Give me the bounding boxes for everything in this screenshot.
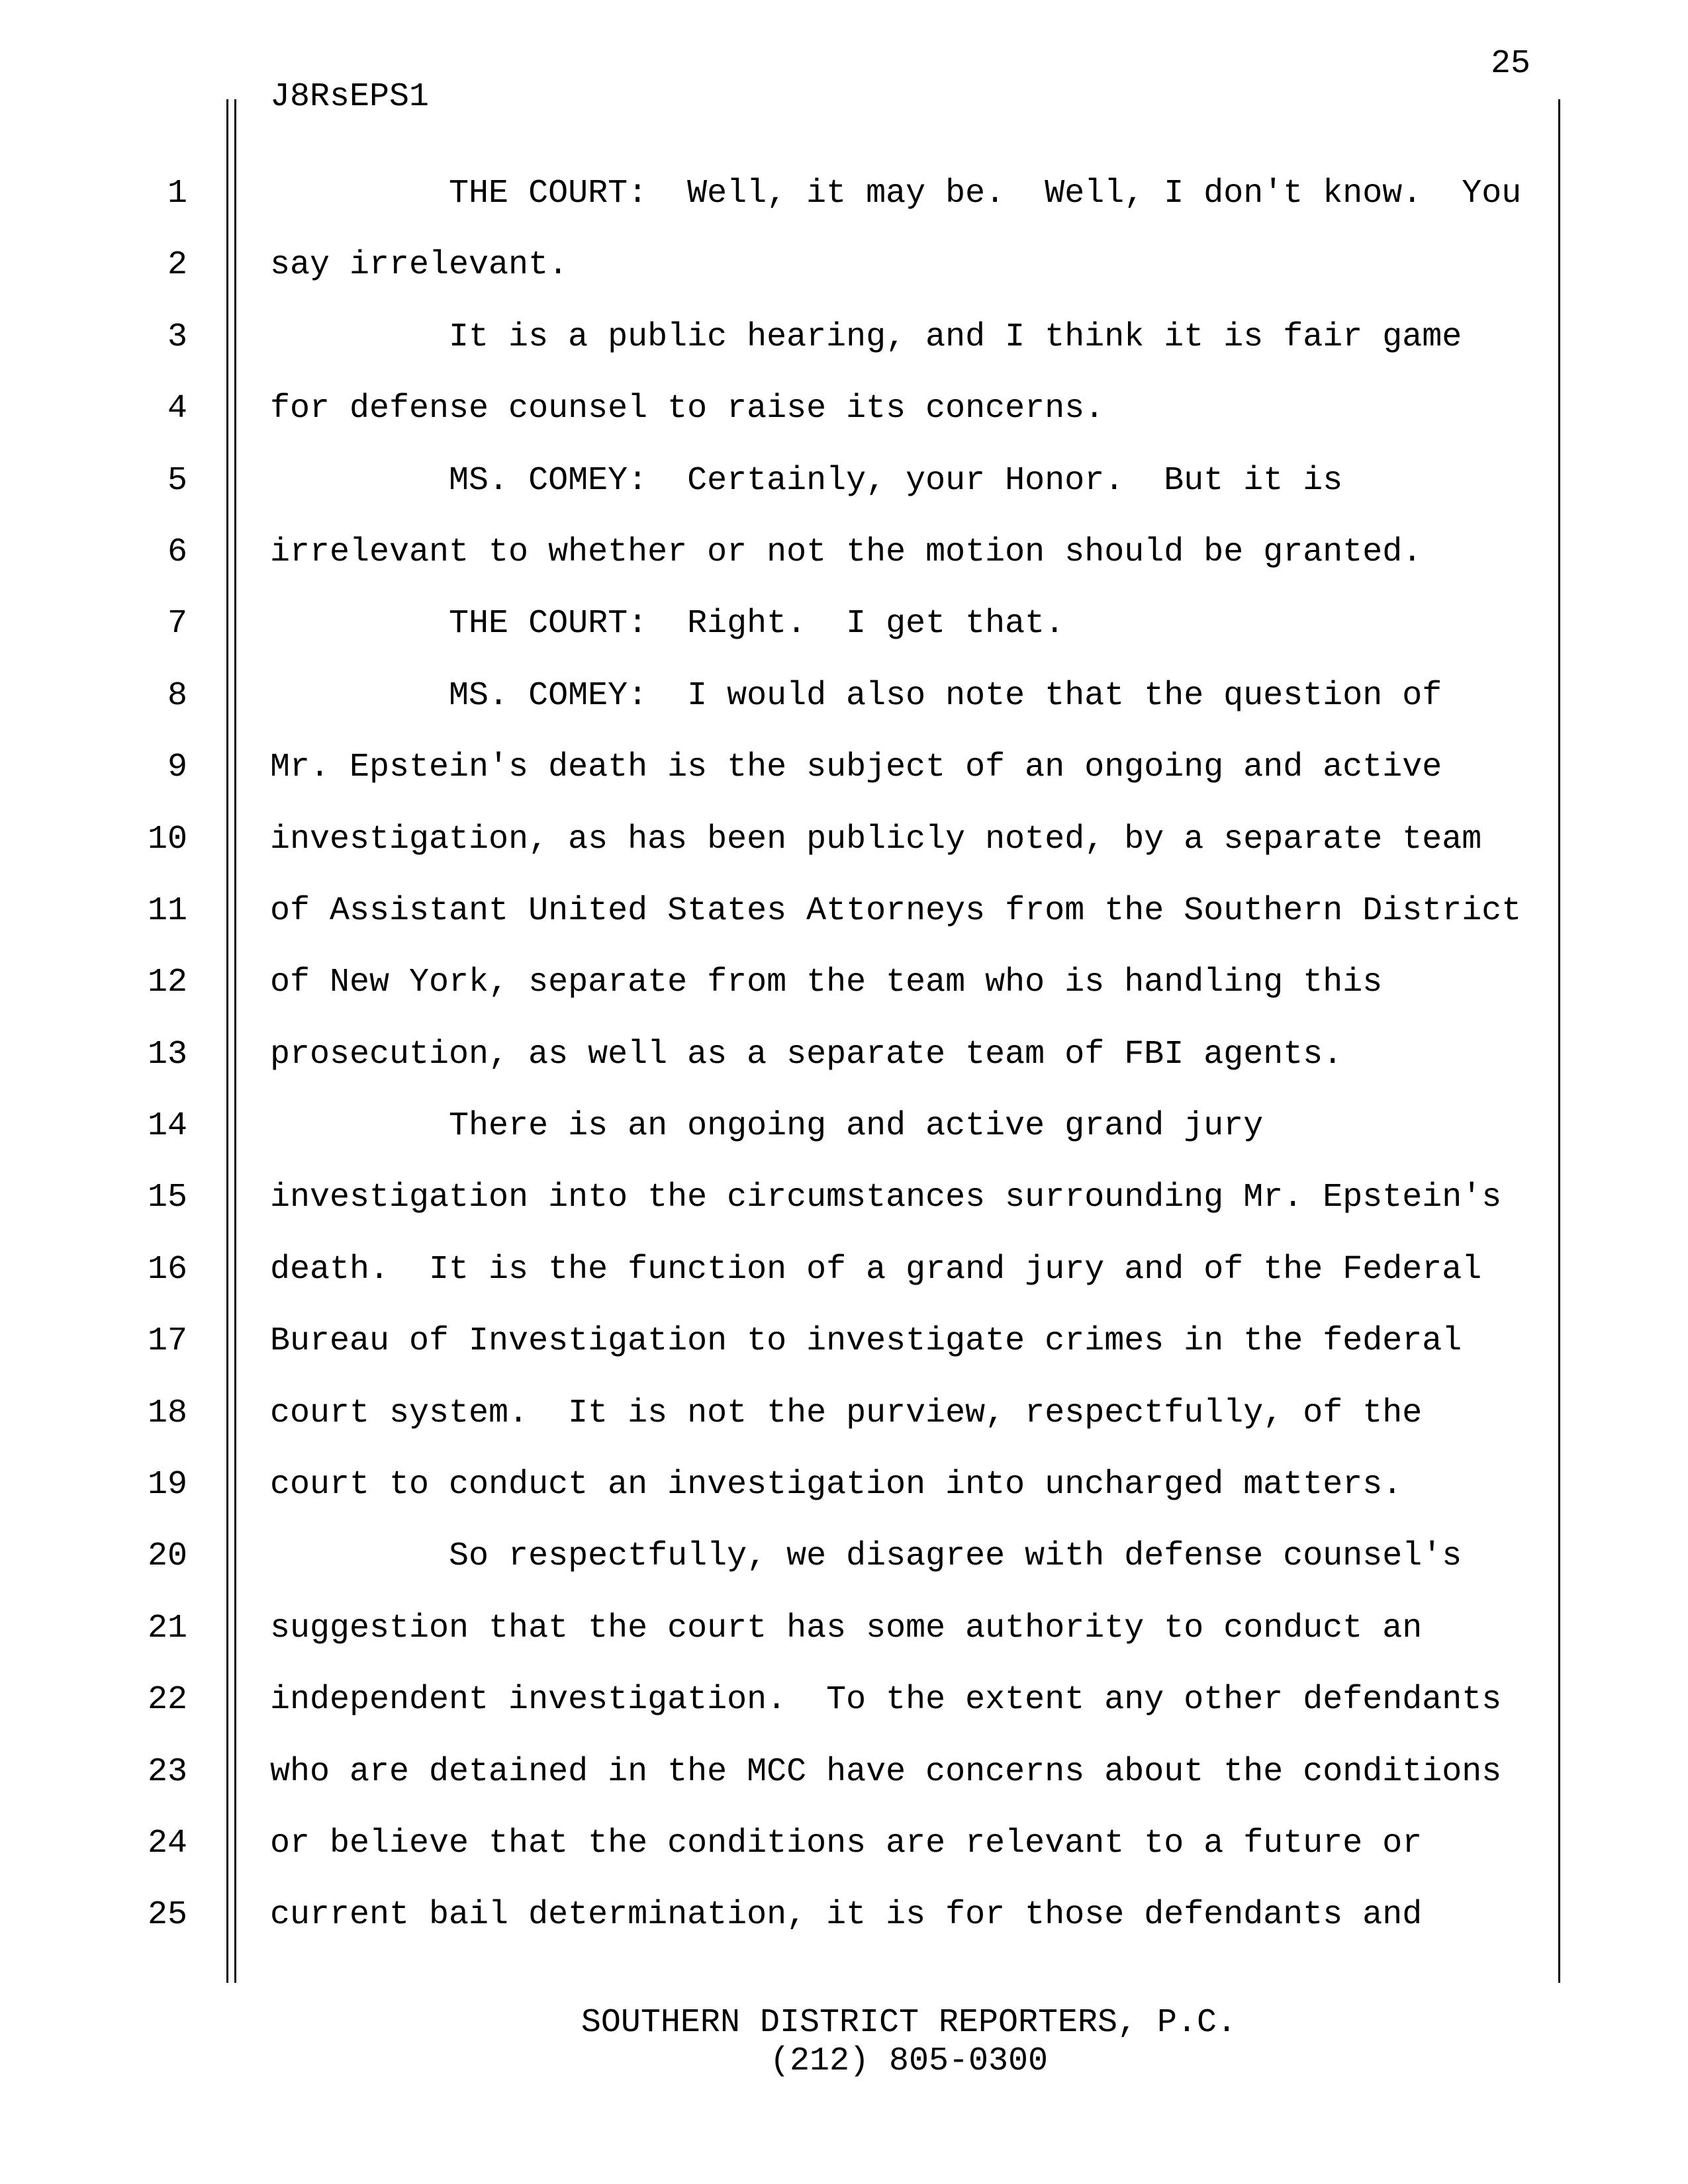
transcript-line <box>0 1824 1688 1899</box>
transcript-line <box>0 605 1688 679</box>
transcript-line <box>0 1035 1688 1110</box>
line-text: of New York, separate from the team who is handling this <box>270 964 1383 1002</box>
transcript-line <box>0 1322 1688 1396</box>
line-text: There is an ongoing and active grand jury <box>270 1107 1264 1146</box>
line-text: investigation into the circumstances surrounding Mr. Epstein's <box>270 1179 1502 1217</box>
line-number: 1 <box>167 175 187 212</box>
transcript-line <box>0 246 1688 320</box>
transcript-line <box>0 1609 1688 1684</box>
line-number: 17 <box>147 1322 187 1361</box>
line-text: or believe that the conditions are relevant to a future or <box>270 1824 1423 1862</box>
line-text: court system. It is not the purview, respectfully, of the <box>270 1394 1423 1432</box>
line-text: irrelevant to whether or not the motion should be granted. <box>270 533 1423 571</box>
transcript-line <box>0 820 1688 895</box>
line-text: So respectfully, we disagree with defense counsel's <box>270 1537 1462 1576</box>
footer-reporter-name: SOUTHERN DISTRICT REPORTERS, P.C. <box>581 2004 1237 2042</box>
line-number: 10 <box>147 820 187 858</box>
line-number: 25 <box>147 1896 187 1934</box>
line-number: 4 <box>167 390 187 428</box>
line-number: 6 <box>167 533 187 571</box>
line-text: It is a public hearing, and I think it is fair game <box>270 318 1462 356</box>
transcript-line <box>0 1466 1688 1540</box>
line-text: for defense counsel to raise its concerns. <box>270 390 1105 428</box>
transcript-header-id: J8RsEPS1 <box>270 78 430 116</box>
line-text: current bail determination, it is for those defendants and <box>270 1896 1423 1934</box>
line-number: 9 <box>167 749 187 787</box>
line-number: 18 <box>147 1394 187 1432</box>
line-number: 12 <box>147 964 187 1002</box>
transcript-line <box>0 1107 1688 1181</box>
line-text: Bureau of Investigation to investigate crimes in the federal <box>270 1322 1462 1361</box>
line-text: THE COURT: Well, it may be. Well, I don't know. You <box>270 175 1522 212</box>
transcript-line <box>0 891 1688 966</box>
transcript-line <box>0 1752 1688 1827</box>
line-number: 22 <box>147 1681 187 1719</box>
transcript-line <box>0 318 1688 392</box>
line-text: MS. COMEY: I would also note that the question of <box>270 676 1442 715</box>
line-number: 14 <box>147 1107 187 1146</box>
line-text: say irrelevant. <box>270 246 569 285</box>
line-number: 7 <box>167 605 187 643</box>
transcript-line <box>0 461 1688 536</box>
transcript-line <box>0 1896 1688 1970</box>
line-number: 23 <box>147 1752 187 1791</box>
line-number: 24 <box>147 1824 187 1862</box>
page-number: 25 <box>1490 45 1530 83</box>
line-number: 13 <box>147 1035 187 1073</box>
line-text: suggestion that the court has some authority to conduct an <box>270 1609 1423 1647</box>
line-text: prosecution, as well as a separate team of FBI agents. <box>270 1035 1343 1073</box>
line-number: 5 <box>167 461 187 500</box>
transcript-line <box>0 1250 1688 1325</box>
line-text: Mr. Epstein's death is the subject of an ongoing and active <box>270 749 1442 787</box>
line-number: 20 <box>147 1537 187 1576</box>
line-text: of Assistant United States Attorneys from the Southern District <box>270 891 1522 930</box>
line-text: death. It is the function of a grand jury and of the Federal <box>270 1250 1482 1289</box>
line-number: 21 <box>147 1609 187 1647</box>
line-number: 2 <box>167 246 187 285</box>
transcript-line <box>0 392 1688 464</box>
transcript-line <box>0 1681 1688 1755</box>
line-text: MS. COMEY: Certainly, your Honor. But it is <box>270 461 1343 500</box>
transcript-line <box>0 1537 1688 1612</box>
transcript-line <box>0 1394 1688 1469</box>
line-number: 8 <box>167 676 187 715</box>
transcript-line <box>0 533 1688 608</box>
transcript-line <box>0 966 1688 1038</box>
line-text: THE COURT: Right. I get that. <box>270 605 1065 643</box>
line-text: investigation, as has been publicly noted, by a separate team <box>270 820 1482 858</box>
transcript-body <box>0 177 1688 1971</box>
line-number: 16 <box>147 1250 187 1289</box>
transcript-line <box>0 751 1688 823</box>
transcript-line <box>0 1181 1688 1253</box>
transcript-line <box>0 177 1688 249</box>
transcript-line <box>0 676 1688 751</box>
line-text: independent investigation. To the extent any other defendants <box>270 1681 1502 1719</box>
line-text: court to conduct an investigation into uncharged matters. <box>270 1466 1403 1504</box>
line-text: who are detained in the MCC have concerns about the conditions <box>270 1752 1502 1791</box>
line-number: 3 <box>167 318 187 356</box>
line-number: 15 <box>147 1179 187 1217</box>
line-number: 11 <box>147 891 187 930</box>
line-number: 19 <box>147 1466 187 1504</box>
footer-phone: (212) 805-0300 <box>769 2042 1049 2080</box>
